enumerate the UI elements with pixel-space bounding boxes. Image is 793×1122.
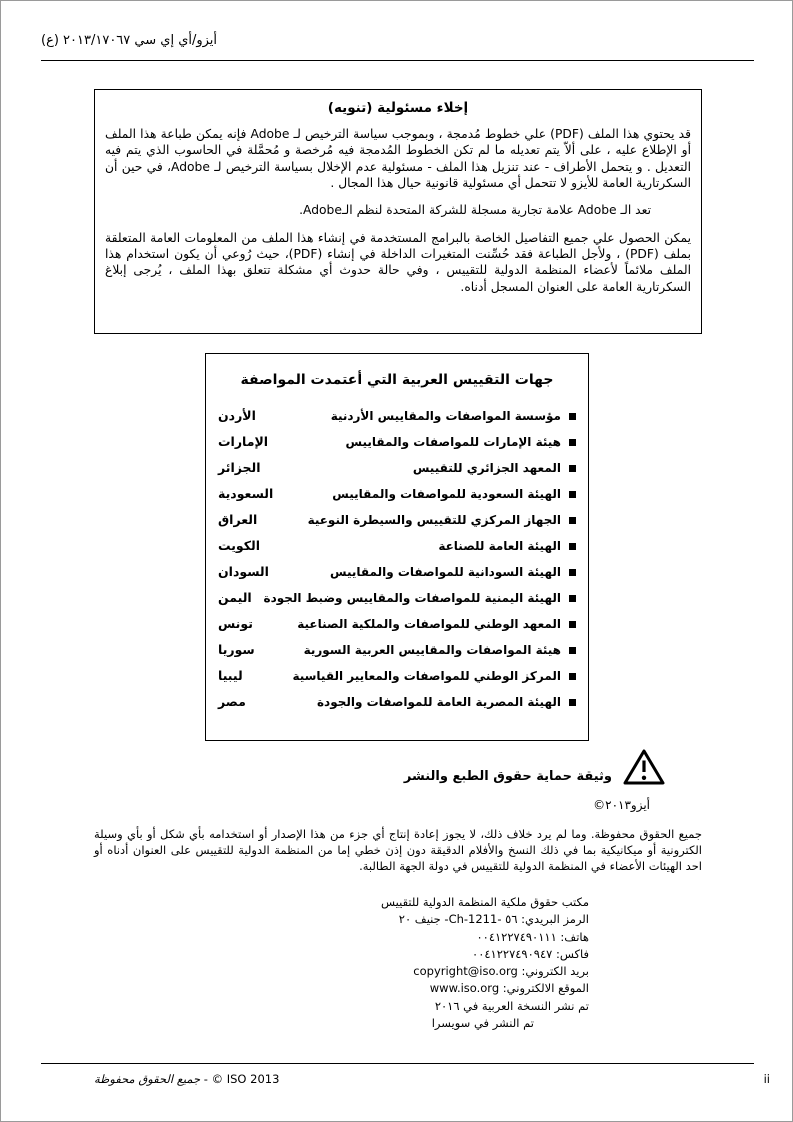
- org-label: الهيئة السودانية للمواصفات والمقاييس: [330, 565, 561, 579]
- org-label: مؤسسة المواصفات والمقاييس الأردنية: [330, 409, 561, 423]
- org-label: الجهاز المركزي للتقييس والسيطرة النوعية: [307, 513, 561, 527]
- country-label: الجزائر: [218, 460, 261, 475]
- footer-rights-text: جميع الحقوق محفوظة: [94, 1072, 201, 1086]
- square-bullet-icon: [569, 647, 576, 654]
- standards-body-row: [218, 616, 576, 632]
- square-bullet-icon: [569, 465, 576, 472]
- standards-body-row: [218, 564, 576, 580]
- country-label: سوريا: [218, 642, 255, 657]
- standards-bodies-box: [205, 353, 589, 741]
- header-rule: [41, 60, 754, 61]
- published-in-note: تم النشر في سويسرا: [431, 1015, 534, 1030]
- org-label: المعهد الوطني للمواصفات والملكية الصناعية: [297, 617, 561, 631]
- disclaimer-title: إخلاء مسئولية (تنويه): [327, 100, 469, 116]
- copyright-body-text: جميع الحقوق محفوظة. وما لم يرد خلاف ذلك، لا يجوز إعادة إنتاج أي جزء من هذا الإصدار أو استخدامه بأي شكل أو بأي وسيلة الكترونية أو ميكانيكية بما في ذلك النسخ والأفلام الدقيقة دون إذن خطي إما من المنظمة الدولية للتقييس على العنوان أدناه أو احد الهيئات الأعضاء في المنظمة الدولية للتقييس في دولة الجهة الطالبة.: [94, 827, 702, 873]
- page-number: ii: [763, 1072, 770, 1086]
- standards-body-org: [332, 486, 576, 502]
- org-label: الهيئة المصرية العامة للمواصفات والجودة: [316, 695, 561, 709]
- standards-body-org: [264, 590, 577, 606]
- copyright-year: أيزو٢٠١٣©: [593, 798, 650, 812]
- copyright-protection-heading: [404, 748, 666, 786]
- org-label: هيئة المواصفات والمقاييس العربية السورية: [303, 643, 561, 657]
- contact-website: الموقع الالكتروني: www.iso.org: [429, 981, 589, 996]
- standards-body-row: [218, 434, 576, 450]
- standards-body-row: [218, 512, 576, 528]
- country-label: الكويت: [218, 538, 261, 553]
- contact-phone: هاتف: ٠٠٤١٢٢٧٤٩٠١١١: [476, 929, 589, 944]
- standards-body-row: [218, 694, 576, 710]
- standards-body-row: [218, 668, 576, 684]
- country-label: مصر: [218, 694, 246, 709]
- square-bullet-icon: [569, 543, 576, 550]
- org-label: المعهد الجزائري للتقييس: [412, 461, 561, 475]
- doc-reference: أيزو/أي إي سي ٢٠١٣/١٧٠٦٧ (ع): [41, 33, 218, 48]
- standards-bodies-title: جهات التقييس العربية التي أعتمدت المواصفة: [240, 372, 554, 388]
- standards-body-row: [218, 486, 576, 502]
- copyright-protection-title: وثيقة حماية حقوق الطبع والنشر: [403, 769, 612, 784]
- arabic-edition-note: تم نشر النسخة العربية في ٢٠١٦: [434, 998, 589, 1013]
- square-bullet-icon: [569, 439, 576, 446]
- contact-office: مكتب حقوق ملكية المنظمة الدولية للتقييس: [381, 895, 589, 909]
- square-bullet-icon: [569, 569, 576, 576]
- contact-postal: الرمز البريدي: ٥٦ -Ch-1211- جنيف ٢٠: [398, 912, 589, 927]
- iso-contact-block: [381, 894, 589, 1032]
- country-label: السعودية: [218, 486, 274, 501]
- square-bullet-icon: [569, 699, 576, 706]
- org-label: هيئة الإمارات للمواصفات والمقاييس: [345, 435, 561, 449]
- footer-rule: [41, 1063, 754, 1064]
- country-label: تونس: [218, 616, 253, 631]
- country-label: السودان: [218, 564, 269, 579]
- standards-body-org: [304, 642, 576, 658]
- country-label: العراق: [218, 512, 258, 527]
- standards-body-org: [308, 512, 576, 528]
- square-bullet-icon: [569, 491, 576, 498]
- disclaimer-box: [94, 89, 702, 334]
- square-bullet-icon: [569, 673, 576, 680]
- standards-body-row: [218, 642, 576, 658]
- standards-body-org: [331, 408, 576, 424]
- org-label: المركز الوطني للمواصفات والمعايير القياسية: [292, 669, 561, 683]
- standards-body-org: [345, 434, 576, 450]
- contact-email: بريد الكتروني: copyright@iso.org: [413, 964, 589, 978]
- square-bullet-icon: [569, 413, 576, 420]
- contact-fax: فاكس: ٠٠٤١٢٢٧٤٩٠٩٤٧: [472, 946, 589, 961]
- country-label: اليمن: [218, 590, 252, 605]
- standards-body-row: [218, 460, 576, 476]
- standards-body-org: [438, 538, 576, 554]
- disclaimer-paragraph-1: قد يحتوي هذا الملف (PDF) علي خطوط مُدمجة ، وبموجب سياسة الترخيص لـ Adobe فإنه يمكن طباعة هذا الملف أو الإطلاع عليه ، على ألاّ يتم تعديله ما لم تكن الخطوط المُدمجة فيه مُرخصة و مُحمَّلة في الحاسوب الذي يتم فيه التعديل . و يتحمل الأطراف - عند تنزيل هذا الملف - مسئولية عدم الإخلال بسياسة الترخيص لـ Adobe، في حين أن السكرتارية العامة للأيزو لا تتحمل أي مسئولية قانونية حيال هذا المجال .: [105, 127, 691, 191]
- footer-copyright: [94, 1072, 279, 1086]
- standards-body-row: [218, 408, 576, 424]
- country-label: الإمارات: [218, 434, 269, 449]
- org-label: الهيئة السعودية للمواصفات والمقاييس: [332, 487, 561, 501]
- disclaimer-paragraph-3: يمكن الحصول علي جميع التفاصيل الخاصة بالبرامج المستخدمة في إنشاء هذا الملف من المعلومات العامة المتعلقة بملف (PDF) ، ولأجل الطباعة فقد حُسِّنت المتغيرات الداخلة في إنشاء (PDF)، حيث رُوعي أن يكون استخدام هذا الملف ملائماً لأعضاء المنظمة الدولية للتقييس ، وفي حالة حدوث أي مشكلة تتعلق بهذا الملف ، يُرجى إبلاغ السكرتارية العامة على العنوان المسجل أدناه.: [105, 230, 692, 294]
- standards-body-org: [413, 460, 576, 476]
- standards-body-row: [218, 590, 576, 606]
- standards-body-org: [330, 564, 576, 580]
- standards-body-org: [292, 668, 576, 684]
- footer-copyright-text: - © ISO 2013: [203, 1072, 280, 1086]
- country-label: الأردن: [218, 408, 256, 423]
- disclaimer-paragraph-2: تعد الـ Adobe علامة تجارية مسجلة للشركة المتحدة لنظم الـAdobe.: [299, 203, 651, 218]
- standards-body-org: [297, 616, 576, 632]
- country-label: ليبيا: [218, 668, 243, 683]
- warning-triangle-icon: [622, 748, 666, 786]
- standards-body-row: [218, 538, 576, 554]
- square-bullet-icon: [569, 621, 576, 628]
- org-label: الهيئة اليمنية للمواصفات والمقاييس وضبط الجودة: [263, 591, 561, 605]
- org-label: الهيئة العامة للصناعة: [438, 539, 561, 553]
- standards-body-org: [317, 694, 576, 710]
- square-bullet-icon: [569, 595, 576, 602]
- square-bullet-icon: [569, 517, 576, 524]
